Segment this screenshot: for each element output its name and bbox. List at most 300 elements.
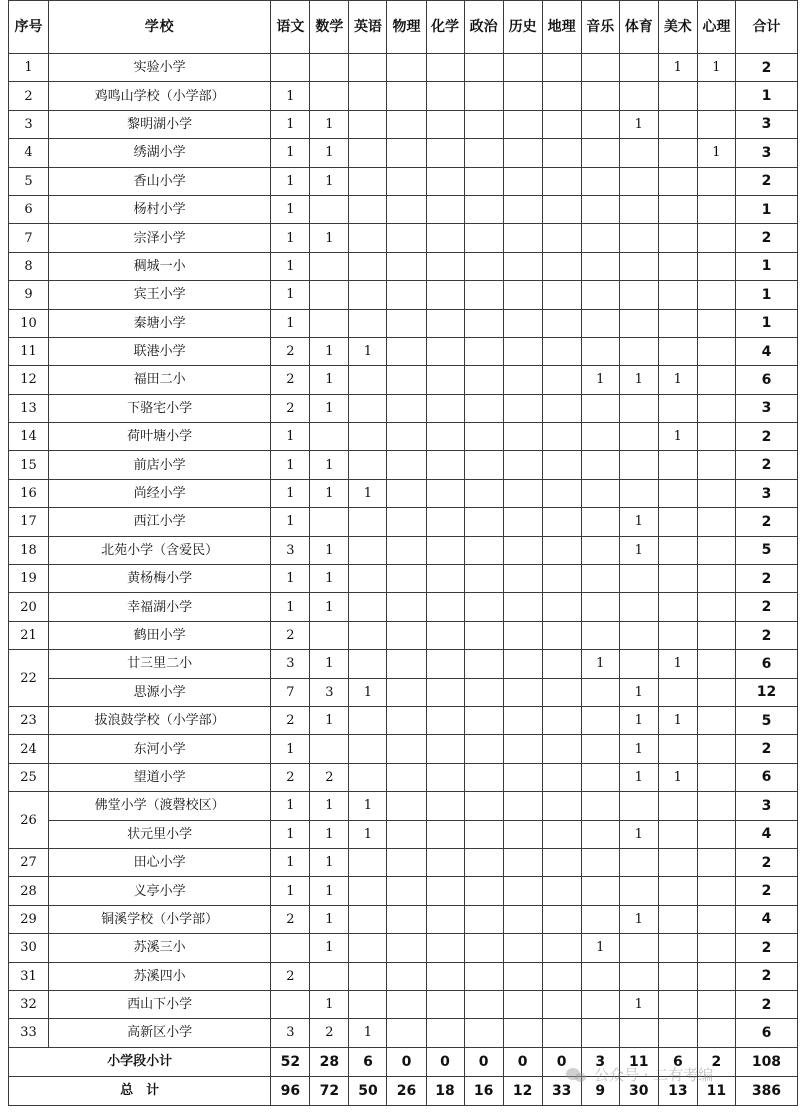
row-value — [349, 423, 387, 451]
header-subject: 地理 — [542, 1, 581, 54]
subtotal-value: 2 — [697, 1047, 735, 1076]
table-row — [9, 281, 798, 309]
row-seq: 30 — [9, 934, 49, 962]
row-value — [581, 792, 619, 820]
table-row — [9, 934, 798, 962]
header-seq: 序号 — [9, 1, 49, 54]
row-value: 2 — [271, 962, 310, 990]
row-value — [697, 508, 735, 536]
row-seq: 29 — [9, 905, 49, 933]
row-value — [310, 82, 349, 110]
row-value — [426, 650, 464, 678]
row-school: 尚经小学 — [49, 479, 271, 507]
row-value — [464, 877, 503, 905]
row-value: 1 — [271, 848, 310, 876]
row-value — [310, 309, 349, 337]
row-value — [658, 479, 697, 507]
row-school: 幸福湖小学 — [49, 593, 271, 621]
row-value — [658, 224, 697, 252]
row-value: 3 — [310, 678, 349, 706]
table-row — [9, 706, 798, 734]
row-school: 联港小学 — [49, 337, 271, 365]
row-value — [658, 252, 697, 280]
row-value — [542, 82, 581, 110]
row-value — [581, 763, 619, 791]
row-value — [542, 820, 581, 848]
row-value — [387, 366, 426, 394]
row-value — [426, 905, 464, 933]
header-subject: 物理 — [387, 1, 426, 54]
row-value — [503, 820, 542, 848]
row-value — [581, 423, 619, 451]
row-value — [581, 1019, 619, 1047]
row-value: 3 — [271, 650, 310, 678]
grand_total-value: 72 — [310, 1076, 349, 1105]
row-value: 1 — [310, 337, 349, 365]
row-value — [658, 678, 697, 706]
row-value: 1 — [310, 877, 349, 905]
table-row — [9, 139, 798, 167]
row-school: 状元里小学 — [49, 820, 271, 848]
row-value — [697, 110, 735, 138]
recruitment-table — [8, 0, 798, 1106]
row-total: 2 — [735, 735, 797, 763]
row-value — [542, 792, 581, 820]
row-value — [387, 451, 426, 479]
row-value: 1 — [271, 82, 310, 110]
row-seq: 25 — [9, 763, 49, 791]
row-value — [619, 224, 658, 252]
row-value: 1 — [658, 366, 697, 394]
table-row — [9, 337, 798, 365]
row-value — [697, 678, 735, 706]
row-value — [503, 54, 542, 82]
row-value — [349, 650, 387, 678]
row-total: 1 — [735, 252, 797, 280]
row-total: 2 — [735, 962, 797, 990]
row-total: 1 — [735, 82, 797, 110]
row-value — [310, 54, 349, 82]
row-total: 1 — [735, 281, 797, 309]
table-row — [9, 678, 798, 706]
header-row — [9, 1, 798, 54]
row-value: 1 — [271, 110, 310, 138]
row-value — [349, 110, 387, 138]
row-value: 1 — [310, 224, 349, 252]
row-value — [619, 621, 658, 649]
table-row — [9, 195, 798, 223]
row-value — [503, 1019, 542, 1047]
row-value — [426, 792, 464, 820]
row-value — [426, 366, 464, 394]
row-value: 1 — [271, 508, 310, 536]
row-value — [619, 309, 658, 337]
row-value: 1 — [581, 366, 619, 394]
row-value — [619, 479, 658, 507]
row-value — [542, 565, 581, 593]
row-value — [503, 508, 542, 536]
row-seq: 24 — [9, 735, 49, 763]
row-value — [619, 82, 658, 110]
row-value — [619, 962, 658, 990]
row-value — [464, 792, 503, 820]
row-value — [697, 792, 735, 820]
row-school: 福田二小 — [49, 366, 271, 394]
row-value — [426, 536, 464, 564]
row-value: 1 — [310, 990, 349, 1018]
row-value — [464, 990, 503, 1018]
row-school: 秦塘小学 — [49, 309, 271, 337]
row-seq: 3 — [9, 110, 49, 138]
row-value — [581, 877, 619, 905]
row-value — [464, 82, 503, 110]
row-value — [503, 650, 542, 678]
grand_total-value: 26 — [387, 1076, 426, 1105]
row-value — [349, 934, 387, 962]
row-value — [464, 962, 503, 990]
row-value — [658, 195, 697, 223]
row-value — [349, 877, 387, 905]
header-subject: 心理 — [697, 1, 735, 54]
row-value — [387, 706, 426, 734]
row-total: 12 — [735, 678, 797, 706]
row-value — [619, 252, 658, 280]
row-school: 黄杨梅小学 — [49, 565, 271, 593]
table-row — [9, 962, 798, 990]
row-value — [387, 621, 426, 649]
row-school: 北苑小学（含爱民） — [49, 536, 271, 564]
row-total: 3 — [735, 792, 797, 820]
row-seq: 33 — [9, 1019, 49, 1047]
header-subject: 美术 — [658, 1, 697, 54]
row-value — [349, 990, 387, 1018]
row-value — [581, 139, 619, 167]
row-value — [464, 763, 503, 791]
row-total: 2 — [735, 565, 797, 593]
row-value — [658, 167, 697, 195]
row-value — [658, 990, 697, 1018]
subtotal-row — [9, 1047, 798, 1076]
row-value: 2 — [271, 763, 310, 791]
table-row — [9, 877, 798, 905]
row-value: 1 — [271, 735, 310, 763]
row-value — [581, 309, 619, 337]
header-total: 合计 — [735, 1, 797, 54]
row-value — [310, 252, 349, 280]
row-total: 2 — [735, 621, 797, 649]
row-value — [503, 366, 542, 394]
row-seq: 13 — [9, 394, 49, 422]
row-total: 6 — [735, 1019, 797, 1047]
row-value — [658, 139, 697, 167]
row-school: 苏溪四小 — [49, 962, 271, 990]
row-value: 1 — [271, 877, 310, 905]
row-value — [387, 848, 426, 876]
row-value — [387, 593, 426, 621]
table-row — [9, 394, 798, 422]
row-value — [658, 792, 697, 820]
row-value — [697, 167, 735, 195]
row-value — [349, 394, 387, 422]
table-row — [9, 309, 798, 337]
row-value — [349, 139, 387, 167]
row-value — [349, 621, 387, 649]
row-value — [464, 508, 503, 536]
table-row — [9, 650, 798, 678]
row-value — [542, 479, 581, 507]
row-value — [503, 451, 542, 479]
row-value: 1 — [310, 792, 349, 820]
row-value — [464, 848, 503, 876]
row-value — [581, 848, 619, 876]
row-value — [542, 423, 581, 451]
row-value — [349, 366, 387, 394]
row-school: 西山下小学 — [49, 990, 271, 1018]
row-value: 1 — [619, 706, 658, 734]
row-value: 2 — [271, 394, 310, 422]
row-value — [349, 167, 387, 195]
grand_total-total: 386 — [735, 1076, 797, 1105]
table-row — [9, 763, 798, 791]
row-value — [387, 650, 426, 678]
row-value — [503, 593, 542, 621]
row-value: 1 — [310, 706, 349, 734]
row-seq: 27 — [9, 848, 49, 876]
row-school: 望道小学 — [49, 763, 271, 791]
row-value — [426, 848, 464, 876]
row-value — [426, 508, 464, 536]
row-value — [581, 593, 619, 621]
row-school: 下骆宅小学 — [49, 394, 271, 422]
row-value: 1 — [619, 536, 658, 564]
subtotal-value: 0 — [387, 1047, 426, 1076]
row-value — [349, 309, 387, 337]
row-value — [464, 479, 503, 507]
row-value — [464, 167, 503, 195]
row-value — [387, 82, 426, 110]
row-value — [581, 167, 619, 195]
row-value — [658, 962, 697, 990]
row-seq: 4 — [9, 139, 49, 167]
row-value — [464, 593, 503, 621]
row-value — [697, 195, 735, 223]
row-value — [503, 905, 542, 933]
row-value — [503, 139, 542, 167]
row-seq: 21 — [9, 621, 49, 649]
table-header — [9, 1, 798, 54]
row-total: 6 — [735, 366, 797, 394]
row-total: 4 — [735, 337, 797, 365]
row-value — [426, 110, 464, 138]
row-value — [697, 394, 735, 422]
row-value — [619, 451, 658, 479]
row-value: 1 — [619, 508, 658, 536]
subtotal-value: 52 — [271, 1047, 310, 1076]
row-value — [619, 281, 658, 309]
row-value — [581, 195, 619, 223]
row-seq: 1 — [9, 54, 49, 82]
subtotal-value: 11 — [619, 1047, 658, 1076]
row-value — [581, 678, 619, 706]
row-total: 2 — [735, 224, 797, 252]
row-value — [387, 735, 426, 763]
table-row — [9, 565, 798, 593]
row-school: 鹤田小学 — [49, 621, 271, 649]
row-value — [349, 706, 387, 734]
row-value — [387, 508, 426, 536]
table-body — [9, 54, 798, 1048]
row-value — [619, 337, 658, 365]
row-value — [697, 252, 735, 280]
row-school: 鸡鸣山学校（小学部） — [49, 82, 271, 110]
row-total: 2 — [735, 934, 797, 962]
table-row — [9, 224, 798, 252]
row-value — [658, 877, 697, 905]
row-value — [542, 962, 581, 990]
row-value — [426, 621, 464, 649]
row-value — [619, 167, 658, 195]
row-value — [619, 54, 658, 82]
row-value: 1 — [310, 479, 349, 507]
row-value — [387, 934, 426, 962]
row-value — [387, 877, 426, 905]
row-value — [464, 281, 503, 309]
row-total: 1 — [735, 195, 797, 223]
row-seq: 23 — [9, 706, 49, 734]
header-subject: 历史 — [503, 1, 542, 54]
row-total: 2 — [735, 848, 797, 876]
row-value — [542, 54, 581, 82]
row-value — [426, 195, 464, 223]
row-value — [387, 309, 426, 337]
row-value — [464, 706, 503, 734]
row-value — [619, 423, 658, 451]
row-value — [464, 678, 503, 706]
row-value — [619, 877, 658, 905]
row-value — [426, 394, 464, 422]
row-value — [464, 536, 503, 564]
row-value — [658, 536, 697, 564]
row-value: 1 — [310, 565, 349, 593]
row-value — [349, 565, 387, 593]
row-value — [426, 479, 464, 507]
row-school: 思源小学 — [49, 678, 271, 706]
grand_total-label: 总 计 — [9, 1076, 271, 1105]
table-row — [9, 820, 798, 848]
row-value: 1 — [310, 650, 349, 678]
subtotal-value: 6 — [658, 1047, 697, 1076]
row-value — [503, 479, 542, 507]
row-value — [387, 905, 426, 933]
row-value — [658, 508, 697, 536]
row-value — [426, 962, 464, 990]
table-footer — [9, 1047, 798, 1105]
grand_total-value: 30 — [619, 1076, 658, 1105]
row-value — [581, 990, 619, 1018]
row-value — [503, 423, 542, 451]
row-value — [503, 309, 542, 337]
row-total: 6 — [735, 763, 797, 791]
row-value — [426, 224, 464, 252]
subtotal-value: 6 — [349, 1047, 387, 1076]
table-row — [9, 252, 798, 280]
row-value: 1 — [581, 650, 619, 678]
row-value — [697, 877, 735, 905]
row-value — [542, 195, 581, 223]
row-total: 2 — [735, 54, 797, 82]
row-value: 1 — [271, 252, 310, 280]
row-value — [387, 224, 426, 252]
row-value — [658, 820, 697, 848]
row-value — [387, 167, 426, 195]
row-value: 1 — [310, 848, 349, 876]
row-value — [464, 252, 503, 280]
row-value: 1 — [581, 934, 619, 962]
row-value: 1 — [619, 763, 658, 791]
row-total: 4 — [735, 820, 797, 848]
row-school: 廿三里二小 — [49, 650, 271, 678]
row-value — [349, 735, 387, 763]
header-subject: 英语 — [349, 1, 387, 54]
row-value — [426, 565, 464, 593]
row-value — [503, 706, 542, 734]
row-value: 1 — [619, 678, 658, 706]
row-value — [581, 451, 619, 479]
row-value — [503, 678, 542, 706]
table-row — [9, 905, 798, 933]
row-value — [310, 508, 349, 536]
row-value — [619, 139, 658, 167]
row-value — [503, 962, 542, 990]
table-row — [9, 593, 798, 621]
row-value — [658, 565, 697, 593]
row-school: 铜溪学校（小学部） — [49, 905, 271, 933]
row-value: 1 — [271, 479, 310, 507]
row-value — [542, 593, 581, 621]
row-value — [387, 536, 426, 564]
row-value — [542, 110, 581, 138]
row-value: 3 — [271, 536, 310, 564]
row-value — [697, 990, 735, 1018]
row-value: 1 — [271, 167, 310, 195]
row-value — [581, 962, 619, 990]
row-value — [464, 110, 503, 138]
row-total: 6 — [735, 650, 797, 678]
row-value — [310, 962, 349, 990]
row-value — [658, 934, 697, 962]
row-value — [387, 195, 426, 223]
table-row — [9, 1019, 798, 1047]
row-school: 实验小学 — [49, 54, 271, 82]
row-value: 1 — [271, 195, 310, 223]
row-value: 1 — [310, 366, 349, 394]
row-value — [697, 479, 735, 507]
row-value — [697, 366, 735, 394]
row-value — [387, 110, 426, 138]
row-value — [697, 1019, 735, 1047]
row-value — [349, 763, 387, 791]
row-value: 1 — [271, 224, 310, 252]
row-value: 1 — [310, 905, 349, 933]
row-value: 1 — [697, 139, 735, 167]
row-value — [387, 763, 426, 791]
table-row — [9, 167, 798, 195]
row-value — [426, 54, 464, 82]
row-value — [581, 706, 619, 734]
row-seq: 31 — [9, 962, 49, 990]
row-value — [349, 508, 387, 536]
row-school: 拔浪鼓学校（小学部） — [49, 706, 271, 734]
